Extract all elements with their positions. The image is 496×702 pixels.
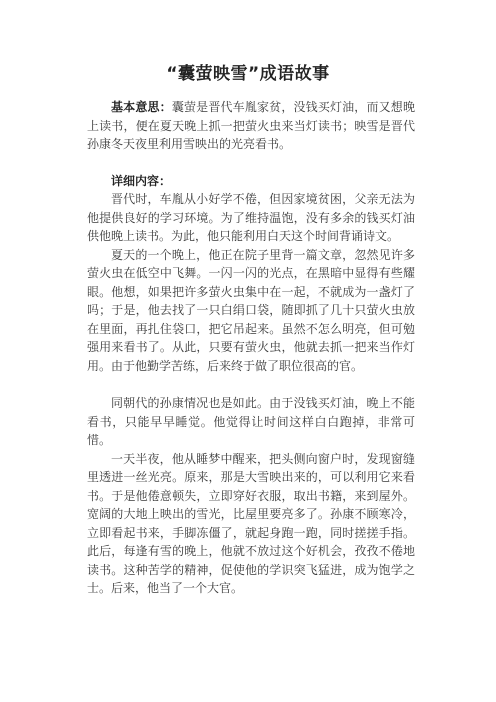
detail-paragraph-1: 晋代时，车胤从小好学不倦，但因家境贫困，父亲无法为他提供良好的学习环境。为了维持温饱，没有多余的钱买灯油供他晚上读书。为此，他只能利用白天这个时间背诵诗文。 bbox=[87, 192, 415, 243]
spacer bbox=[87, 375, 415, 394]
basic-meaning-text: 囊萤是晋代车胤家贫，没钱买灯油，而又想晚上读书，便在夏天晚上抓一把萤火虫来当灯读书；映雪是晋代孙康冬天夜里利用雪映出的光亮看书。 bbox=[87, 100, 415, 151]
second-story-paragraph-1: 同朝代的孙康情况也是如此。由于没钱买灯油，晚上不能看书，只能早早睡觉。他觉得让时间这样白白跑掉，非常可惜。 bbox=[87, 396, 415, 447]
basic-meaning-paragraph bbox=[87, 98, 415, 154]
document-title: “囊萤映雪”成语故事 bbox=[166, 64, 330, 84]
detail-label: 详细内容： bbox=[111, 173, 172, 188]
second-story-paragraph-2: 一天半夜，他从睡梦中醒来，把头侧向窗户时，发现窗缝里透进一丝光亮。原来，那是大雪映出来的，可以利用它来看书。于是他倦意顿失，立即穿好衣服，取出书籍，来到屋外。宽阔的大地上映出的雪光，比屋里要亮多了。孙康不顾寒冷，立即看起书来，手脚冻僵了，就起身跑一跑，同时搓搓手指。此后，每逢有雪的晚上，他就不放过这个好机会，孜孜不倦地读书。这种苦学的精神，促使他的学识突飞猛进，成为饱学之士。后来，他当了一个大官。 bbox=[87, 451, 415, 595]
document-body bbox=[87, 98, 415, 598]
detail-paragraph-2: 夏天的一个晚上，他正在院子里背一篇文章，忽然见许多萤火虫在低空中飞舞。一闪一闪的光点，在黑暗中显得有些耀眼。他想，如果把许多萤火虫集中在一起，不就成为一盏灯了吗；于是，他去找了一只白绢口袋，随即抓了几十只萤火虫放在里面，再扎住袋口，把它吊起来。虽然不怎么明亮，但可勉强用来看书了。从此，只要有萤火虫，他就去抓一把来当作灯用。由于他勤学苦练，后来终于做了职位很高的官。 bbox=[87, 247, 415, 373]
spacer bbox=[87, 154, 415, 172]
basic-meaning-label: 基本意思： bbox=[111, 100, 172, 114]
